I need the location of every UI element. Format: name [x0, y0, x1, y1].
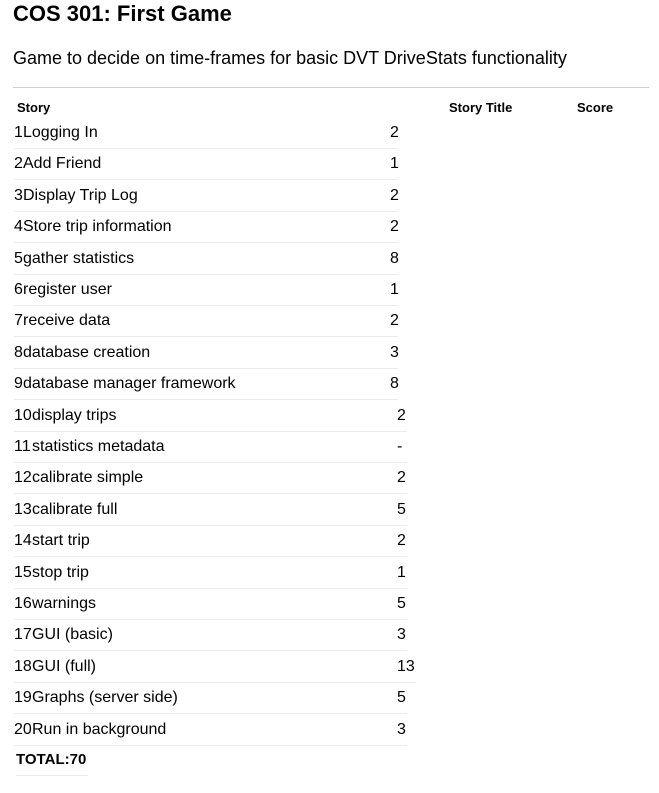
story-score: 2	[390, 187, 399, 204]
story-number: 8	[14, 344, 23, 361]
story-score: 2	[397, 469, 406, 486]
story-score: 5	[397, 501, 406, 518]
story-score: 2	[397, 532, 406, 549]
story-title: Run in background	[32, 721, 167, 738]
story-number: 5	[14, 250, 23, 267]
story-row	[14, 180, 398, 212]
story-score: 1	[390, 155, 399, 172]
story-title: Add Friend	[23, 155, 102, 172]
story-number: 6	[14, 281, 23, 298]
story-score: 5	[397, 595, 406, 612]
story-number: 11	[14, 438, 31, 455]
story-title: Display Trip Log	[23, 187, 138, 204]
story-score: 3	[390, 344, 399, 361]
header-divider	[13, 87, 649, 88]
story-title: Graphs (server side)	[32, 689, 178, 706]
story-title: statistics metadata	[32, 438, 165, 455]
story-number: 9	[14, 375, 23, 392]
story-row	[14, 305, 398, 337]
story-number: 7	[14, 312, 23, 329]
story-number: 1	[14, 124, 23, 141]
story-title: Store trip information	[23, 218, 172, 235]
story-score: 1	[390, 281, 399, 298]
story-row	[14, 368, 398, 400]
story-row	[14, 400, 407, 432]
story-title: calibrate full	[32, 501, 118, 518]
story-title: GUI (basic)	[32, 626, 113, 643]
story-score: 2	[390, 124, 399, 141]
story-score: 13	[397, 658, 415, 675]
story-row	[14, 525, 407, 557]
story-row	[14, 557, 407, 589]
story-row	[14, 494, 407, 526]
story-number: 4	[14, 218, 23, 235]
story-score: 8	[390, 250, 399, 267]
story-number: 14	[14, 532, 32, 549]
total-score: TOTAL:70	[16, 745, 88, 776]
story-title: database manager framework	[23, 375, 236, 392]
story-number: 17	[14, 626, 32, 643]
story-score: 3	[397, 626, 406, 643]
story-title: calibrate simple	[32, 469, 144, 486]
story-number: 2	[14, 155, 23, 172]
story-title: display trips	[32, 407, 117, 424]
story-number: 18	[14, 658, 32, 675]
story-score: 5	[397, 689, 406, 706]
story-row	[14, 714, 407, 746]
story-title: GUI (full)	[32, 658, 96, 675]
story-row	[14, 337, 398, 369]
story-row	[14, 243, 398, 275]
story-row	[14, 588, 407, 620]
story-title: gather statistics	[23, 250, 135, 267]
story-number: 12	[14, 469, 32, 486]
page-subtitle: Game to decide on time-frames for basic DVT DriveStats functionality	[13, 48, 567, 68]
story-title: start trip	[32, 532, 90, 549]
story-score: 1	[397, 564, 406, 581]
story-title: receive data	[23, 312, 111, 329]
story-score: 2	[397, 407, 406, 424]
story-title: warnings	[32, 595, 97, 612]
story-title: Logging In	[23, 124, 98, 141]
story-number: 10	[14, 407, 32, 424]
story-title: register user	[23, 281, 112, 298]
story-number: 19	[14, 689, 32, 706]
story-number: 16	[14, 595, 32, 612]
story-row	[14, 148, 398, 180]
story-row	[14, 619, 407, 651]
story-number: 3	[14, 187, 23, 204]
page-title: COS 301: First Game	[13, 1, 232, 26]
story-row	[14, 117, 398, 149]
story-row	[14, 211, 398, 243]
column-header-story: Story	[17, 100, 51, 115]
story-row	[14, 431, 407, 463]
story-score: 8	[390, 375, 399, 392]
column-header-score: Score	[577, 100, 614, 115]
story-score: -	[397, 438, 403, 455]
story-score: 2	[390, 218, 399, 235]
story-number: 15	[14, 564, 32, 581]
story-row	[14, 462, 407, 494]
story-row	[14, 274, 398, 306]
story-row	[14, 651, 416, 683]
story-score: 2	[390, 312, 399, 329]
story-title: stop trip	[32, 564, 89, 581]
story-title: database creation	[23, 344, 151, 361]
story-number: 20	[14, 721, 32, 738]
story-score: 3	[397, 721, 406, 738]
story-number: 13	[14, 501, 32, 518]
column-header-story-title: Story Title	[449, 100, 513, 115]
story-row	[14, 682, 407, 714]
